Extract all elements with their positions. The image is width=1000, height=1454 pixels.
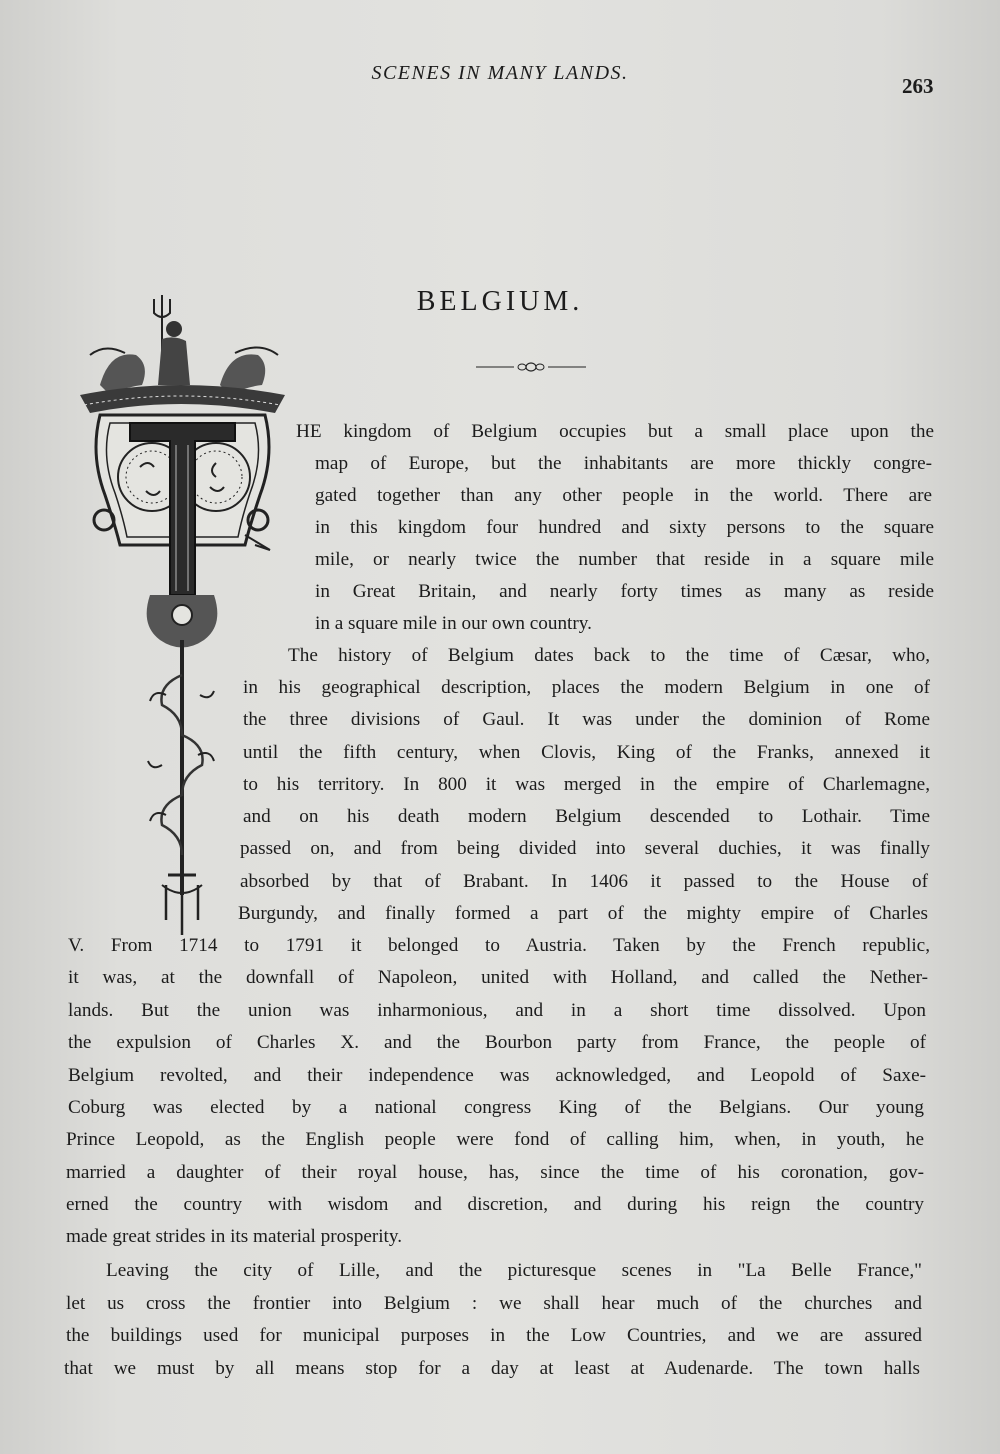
body-line: in this kingdom four hundred and sixty persons to the square: [315, 517, 934, 538]
body-line: in Great Britain, and nearly forty times as many as reside: [315, 581, 934, 602]
body-line: married a daughter of their royal house, has, since the time of his coronation, gov-: [66, 1162, 924, 1183]
body-line: erned the country with wisdom and discretion, and during his reign the country: [66, 1194, 924, 1215]
body-line: to his territory. In 800 it was merged in the empire of Charlemagne,: [243, 774, 930, 795]
body-line: the buildings used for municipal purposes in the Low Countries, and we are assured: [66, 1325, 922, 1346]
body-line: the three divisions of Gaul. It was under the dominion of Rome: [243, 709, 930, 730]
body-line: that we must by all means stop for a day at least at Audenarde. The town halls: [64, 1358, 920, 1379]
body-line: V. From 1714 to 1791 it belonged to Austria. Taken by the French republic,: [68, 935, 930, 956]
body-line: the expulsion of Charles X. and the Bourbon party from France, the people of: [68, 1032, 926, 1053]
body-line: absorbed by that of Brabant. In 1406 it passed to the House of: [240, 871, 928, 892]
body-line: The history of Belgium dates back to the time of Cæsar, who,: [288, 645, 930, 666]
body-line: passed on, and from being divided into several duchies, it was finally: [240, 838, 930, 859]
body-line: let us cross the frontier into Belgium : we shall hear much of the churches and: [66, 1293, 922, 1314]
body-line: lands. But the union was inharmonious, and in a short time dissolved. Upon: [68, 1000, 926, 1021]
chapter-title: BELGIUM.: [416, 286, 584, 317]
running-head: SCENES IN MANY LANDS.: [371, 62, 629, 84]
body-line: and on his death modern Belgium descended to Lothair. Time: [243, 806, 930, 827]
title-ornament: [476, 359, 586, 375]
body-line: in a square mile in our own country.: [315, 613, 592, 634]
body-line: made great strides in its material prosperity.: [66, 1226, 403, 1247]
body-line: until the fifth century, when Clovis, King of the Franks, annexed it: [243, 742, 930, 763]
body-line: Leaving the city of Lille, and the picturesque scenes in "La Belle France,": [106, 1260, 922, 1281]
body-line: it was, at the downfall of Napoleon, united with Holland, and called the Nether-: [68, 967, 928, 988]
body-line: gated together than any other people in the world. There are: [315, 485, 932, 506]
body-line: Coburg was elected by a national congress King of the Belgians. Our young: [68, 1097, 924, 1118]
body-line: Prince Leopold, as the English people were fond of calling him, when, in youth, he: [66, 1129, 924, 1150]
body-line: map of Europe, but the inhabitants are more thickly congre-: [315, 453, 932, 474]
body-line: mile, or nearly twice the number that reside in a square mile: [315, 549, 934, 570]
body-line: Belgium revolted, and their independence was acknowledged, and Leopold of Saxe-: [68, 1065, 926, 1086]
body-line: Burgundy, and finally formed a part of the mighty empire of Charles: [238, 903, 928, 924]
body-line: in his geographical description, places the modern Belgium in one of: [243, 677, 930, 698]
page-number: 263: [902, 74, 934, 98]
body-line: HE kingdom of Belgium occupies but a small place upon the: [296, 421, 934, 442]
